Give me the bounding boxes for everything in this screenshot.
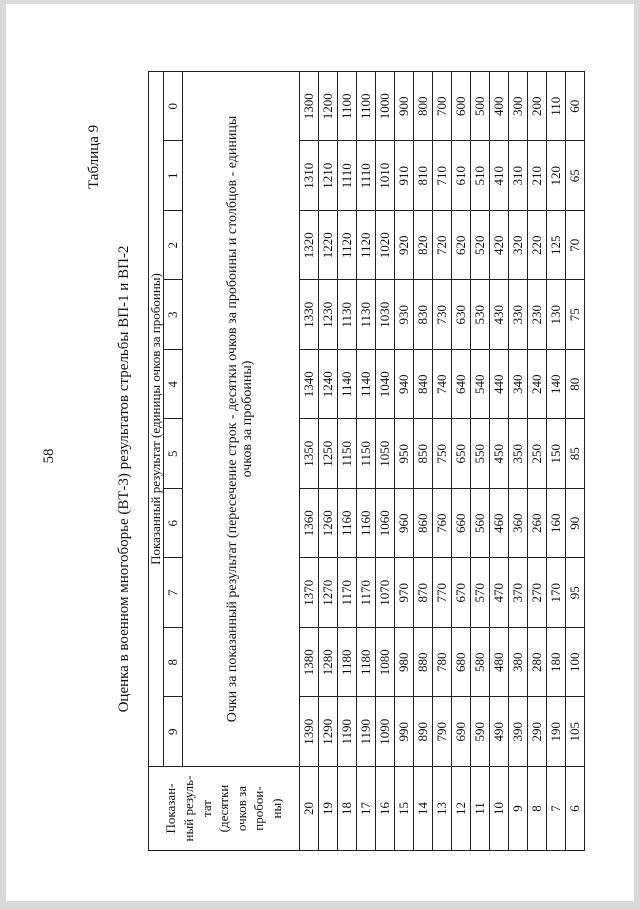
score-cell: 1070: [375, 558, 394, 628]
score-cell: 1240: [318, 350, 337, 420]
score-cell: 610: [451, 141, 470, 211]
score-cell: 880: [413, 628, 432, 698]
tens-cell: 7: [546, 767, 565, 851]
score-cell: 105: [565, 697, 584, 767]
score-cell: 590: [470, 697, 489, 767]
row-header-line: тат: [198, 800, 214, 817]
score-cell: 330: [508, 280, 527, 350]
tens-cell: 12: [451, 767, 470, 851]
tens-cell: 18: [337, 767, 356, 851]
score-cell: 460: [489, 489, 508, 559]
score-cell: 1020: [375, 211, 394, 281]
score-cell: 850: [413, 419, 432, 489]
score-cell: 910: [394, 141, 413, 211]
score-cell: 1140: [337, 350, 356, 420]
score-cell: 110: [546, 72, 565, 142]
score-cell: 1120: [337, 211, 356, 281]
body-label-line: Очки за показанный результат (пересечение строк - десятки очков за пробоины и столбцов - единицы: [224, 115, 240, 723]
table-row: [356, 72, 375, 851]
unit-header-cell: 8: [163, 628, 182, 698]
score-cell: 1010: [375, 141, 394, 211]
score-cell: 760: [432, 489, 451, 559]
score-cell: 440: [489, 350, 508, 420]
score-cell: 360: [508, 489, 527, 559]
score-cell: 200: [527, 72, 546, 142]
score-cell: 1160: [337, 489, 356, 559]
score-cell: 710: [432, 141, 451, 211]
score-cell: 1250: [318, 419, 337, 489]
table-row: [489, 72, 508, 851]
score-cell: 1190: [356, 697, 375, 767]
tens-cell: 17: [356, 767, 375, 851]
score-cell: 1030: [375, 280, 394, 350]
score-cell: 125: [546, 211, 565, 281]
score-cell: 770: [432, 558, 451, 628]
score-cell: 1190: [337, 697, 356, 767]
row-header-cell: [149, 767, 300, 851]
row-header-line: Показан-: [163, 783, 179, 834]
tens-cell: 20: [299, 767, 318, 851]
score-cell: 85: [565, 419, 584, 489]
score-cell: 220: [527, 211, 546, 281]
score-cell: 70: [565, 211, 584, 281]
score-cell: 190: [546, 697, 565, 767]
row-header-line: очков за: [233, 785, 249, 832]
score-cell: 920: [394, 211, 413, 281]
score-cell: 390: [508, 697, 527, 767]
score-cell: 660: [451, 489, 470, 559]
rotated-content: [6, 4, 640, 909]
table-row: [546, 72, 565, 851]
units-row: [163, 72, 182, 851]
score-cell: 960: [394, 489, 413, 559]
score-cell: 560: [470, 489, 489, 559]
score-cell: 1090: [375, 697, 394, 767]
score-cell: 230: [527, 280, 546, 350]
label-row: [182, 72, 299, 851]
scanned-page: [6, 4, 634, 901]
score-cell: 1370: [299, 558, 318, 628]
score-cell: 1360: [299, 489, 318, 559]
score-cell: 1130: [356, 280, 375, 350]
unit-header-cell: 7: [163, 558, 182, 628]
score-cell: 80: [565, 350, 584, 420]
header-row: [149, 72, 164, 851]
score-cell: 1260: [318, 489, 337, 559]
score-cell: 730: [432, 280, 451, 350]
score-cell: 150: [546, 419, 565, 489]
unit-header-cell: 9: [163, 697, 182, 767]
table-row: [318, 72, 337, 851]
score-cell: 280: [527, 628, 546, 698]
score-cell: 95: [565, 558, 584, 628]
score-cell: 450: [489, 419, 508, 489]
score-cell: 720: [432, 211, 451, 281]
score-cell: 800: [413, 72, 432, 142]
score-cell: 1000: [375, 72, 394, 142]
tens-cell: 13: [432, 767, 451, 851]
score-cell: 690: [451, 697, 470, 767]
score-cell: 490: [489, 697, 508, 767]
score-cell: 140: [546, 350, 565, 420]
score-cell: 510: [470, 141, 489, 211]
score-cell: 530: [470, 280, 489, 350]
tens-cell: 6: [565, 767, 584, 851]
score-cell: 1230: [318, 280, 337, 350]
score-cell: 930: [394, 280, 413, 350]
score-cell: 90: [565, 489, 584, 559]
score-cell: 1140: [356, 350, 375, 420]
score-cell: 1060: [375, 489, 394, 559]
score-cell: 900: [394, 72, 413, 142]
tens-cell: 15: [394, 767, 413, 851]
score-cell: 1310: [299, 141, 318, 211]
score-cell: 75: [565, 280, 584, 350]
score-cell: 120: [546, 141, 565, 211]
score-cell: 580: [470, 628, 489, 698]
table-row: [432, 72, 451, 851]
score-cell: 990: [394, 697, 413, 767]
score-cell: 670: [451, 558, 470, 628]
score-cell: 310: [508, 141, 527, 211]
score-cell: 680: [451, 628, 470, 698]
score-cell: 410: [489, 141, 508, 211]
score-cell: 650: [451, 419, 470, 489]
score-cell: 1290: [318, 697, 337, 767]
score-cell: 890: [413, 697, 432, 767]
table-row: [299, 72, 318, 851]
score-cell: 500: [470, 72, 489, 142]
score-cell: 1220: [318, 211, 337, 281]
score-cell: 1050: [375, 419, 394, 489]
score-cell: 1160: [356, 489, 375, 559]
score-cell: 810: [413, 141, 432, 211]
row-header-line: пробои-: [251, 786, 267, 831]
score-cell: 1170: [337, 558, 356, 628]
tens-cell: 10: [489, 767, 508, 851]
score-cell: 1380: [299, 628, 318, 698]
column-group-header: Показанный результат (единицы очков за пробоины): [149, 72, 164, 767]
score-cell: 640: [451, 350, 470, 420]
score-cell: 470: [489, 558, 508, 628]
score-cell: 1110: [337, 141, 356, 211]
score-cell: 290: [527, 697, 546, 767]
score-cell: 1270: [318, 558, 337, 628]
score-cell: 240: [527, 350, 546, 420]
table-row: [337, 72, 356, 851]
table-row: [375, 72, 394, 851]
score-cell: 1170: [356, 558, 375, 628]
score-cell: 870: [413, 558, 432, 628]
tens-cell: 14: [413, 767, 432, 851]
score-cell: 100: [565, 628, 584, 698]
score-cell: 980: [394, 628, 413, 698]
score-cell: 270: [527, 558, 546, 628]
score-cell: 620: [451, 211, 470, 281]
row-header-line: (десятки: [216, 784, 232, 833]
score-cell: 520: [470, 211, 489, 281]
score-cell: 740: [432, 350, 451, 420]
score-cell: 830: [413, 280, 432, 350]
score-cell: 170: [546, 558, 565, 628]
table-row: [451, 72, 470, 851]
score-cell: 300: [508, 72, 527, 142]
body-label-line: очков за пробоины): [239, 360, 255, 478]
score-cell: 780: [432, 628, 451, 698]
score-cell: 320: [508, 211, 527, 281]
score-cell: 1330: [299, 280, 318, 350]
score-cell: 60: [565, 72, 584, 142]
score-cell: 430: [489, 280, 508, 350]
scores-table: [148, 71, 585, 851]
score-cell: 940: [394, 350, 413, 420]
score-cell: 1150: [356, 419, 375, 489]
score-cell: 210: [527, 141, 546, 211]
score-cell: 260: [527, 489, 546, 559]
score-cell: 950: [394, 419, 413, 489]
score-cell: 65: [565, 141, 584, 211]
score-cell: 350: [508, 419, 527, 489]
score-cell: 1340: [299, 350, 318, 420]
score-cell: 750: [432, 419, 451, 489]
score-cell: 180: [546, 628, 565, 698]
score-cell: 1110: [356, 141, 375, 211]
score-cell: 1100: [356, 72, 375, 142]
table-title: Оценка в военном многоборье (ВТ-3) результатов стрельбы ВП-1 и ВП-2: [116, 245, 132, 713]
score-cell: 370: [508, 558, 527, 628]
page-number: 58: [41, 448, 57, 464]
tens-cell: 9: [508, 767, 527, 851]
score-cell: 840: [413, 350, 432, 420]
score-cell: 570: [470, 558, 489, 628]
score-cell: 550: [470, 419, 489, 489]
body-label-cell: [182, 72, 299, 767]
table-row: [527, 72, 546, 851]
score-cell: 1180: [337, 628, 356, 698]
table-row: [508, 72, 527, 851]
tens-cell: 19: [318, 767, 337, 851]
unit-header-cell: 3: [163, 280, 182, 350]
score-cell: 540: [470, 350, 489, 420]
score-cell: 1210: [318, 141, 337, 211]
table-row: [470, 72, 489, 851]
score-cell: 1390: [299, 697, 318, 767]
unit-header-cell: 5: [163, 419, 182, 489]
table-body: [149, 72, 585, 851]
score-cell: 600: [451, 72, 470, 142]
score-cell: 160: [546, 489, 565, 559]
score-cell: 790: [432, 697, 451, 767]
score-cell: 250: [527, 419, 546, 489]
score-cell: 380: [508, 628, 527, 698]
score-cell: 820: [413, 211, 432, 281]
score-cell: 130: [546, 280, 565, 350]
table-row: [394, 72, 413, 851]
row-header-line: ный резуль-: [180, 775, 196, 842]
table-row: [413, 72, 432, 851]
score-cell: 700: [432, 72, 451, 142]
score-cell: 1120: [356, 211, 375, 281]
tens-cell: 11: [470, 767, 489, 851]
score-cell: 1100: [337, 72, 356, 142]
score-cell: 630: [451, 280, 470, 350]
score-cell: 1300: [299, 72, 318, 142]
score-cell: 970: [394, 558, 413, 628]
score-cell: 1350: [299, 419, 318, 489]
unit-header-cell: 0: [163, 72, 182, 142]
score-cell: 860: [413, 489, 432, 559]
score-cell: 1180: [356, 628, 375, 698]
score-cell: 1320: [299, 211, 318, 281]
table-row: [565, 72, 584, 851]
unit-header-cell: 1: [163, 141, 182, 211]
score-cell: 1280: [318, 628, 337, 698]
row-header-line: ны): [268, 798, 284, 819]
score-cell: 400: [489, 72, 508, 142]
unit-header-cell: 2: [163, 211, 182, 281]
score-cell: 1150: [337, 419, 356, 489]
score-cell: 1080: [375, 628, 394, 698]
score-cell: 480: [489, 628, 508, 698]
score-cell: 1200: [318, 72, 337, 142]
unit-header-cell: 4: [163, 350, 182, 420]
tens-cell: 16: [375, 767, 394, 851]
tens-cell: 8: [527, 767, 546, 851]
table-number: Таблица 9: [86, 124, 102, 189]
unit-header-cell: 6: [163, 489, 182, 559]
score-cell: 1040: [375, 350, 394, 420]
score-cell: 420: [489, 211, 508, 281]
score-cell: 1130: [337, 280, 356, 350]
score-cell: 340: [508, 350, 527, 420]
